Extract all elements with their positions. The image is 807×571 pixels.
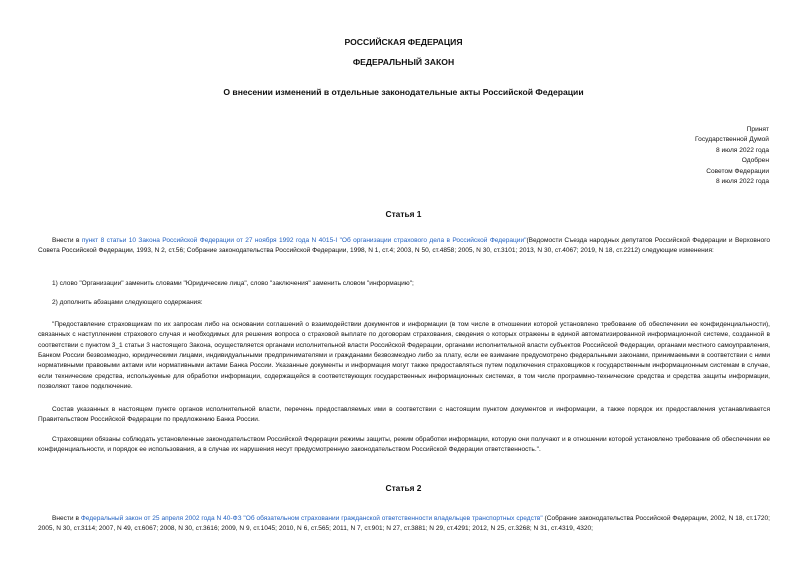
acceptance-line: Принят	[746, 126, 769, 133]
article-1-paragraph-5: Состав указанных в настоящем пункте органов исполнительной власти, перечень предоставляемых ими в соответствии с настоящим пунктом документов и информации, а также порядок их предоставления устанавливается Правительством Российской Федерации по предложению Банка России.	[38, 406, 770, 424]
article-2-paragraph-1	[38, 514, 770, 535]
acceptance-line: Советом Федерации	[706, 167, 769, 175]
article-1-paragraph-1	[38, 236, 770, 257]
law-title: О внесении изменений в отдельные законодательные акты Российской Федерации	[223, 87, 584, 97]
article-2-heading: Статья 2	[385, 483, 422, 493]
law-1992-link[interactable]: пункт 8 статьи 10 Закона Российской Федерации от 27 ноября 1992 года N 4015-I "Об организации страхового дела в Российской Федерации"	[81, 237, 527, 244]
article-1-paragraph-2: 1) слово "Организации" заменить словами "Юридические лица", слово "заключения" заменить словом "информацию";	[52, 280, 414, 287]
doc-type-heading: ФЕДЕРАЛЬНЫЙ ЗАКОН	[352, 57, 455, 67]
article-1-paragraph-6: Страховщики обязаны соблюдать установленные законодательством Российской Федерации режимы защиты, режим обработки информации, которую они получают и в отношении которой установлено требование об обеспечении ее конфиденциальности, и порядок ее использования, а в случае их нарушения несут предусмотренную законодательством Российской Федерации ответственность.".	[38, 436, 770, 454]
acceptance-line: Одобрен	[741, 157, 769, 165]
acceptance-block	[695, 125, 769, 187]
country-heading: РОССИЙСКАЯ ФЕДЕРАЦИЯ	[344, 37, 463, 47]
acceptance-line: 8 июля 2022 года	[715, 178, 769, 186]
acceptance-line: 8 июля 2022 года	[715, 146, 769, 154]
paragraph-text: Внести в	[52, 237, 82, 244]
paragraph-text: Внести в	[52, 515, 81, 522]
article-1-paragraph-4: "Предоставление страховщикам по их запросам либо на основании соглашений о взаимодействии документов и информации (в том числе в отношении которой установлено требование об обеспечении ее конфиденциальности), связанных с наступлением страхового случая и необходимых для решения вопроса о страховой выплате по договорам страхования, сведения о которых отражены в единой автоматизированной информационной системе, созданной в соответствии с пунктом 3_1 статьи 3 настоящего Закона, осуществляется органами исполнительной власти Российской Федерации, органами исполнительной власти субъектов Российской Федерации, органами местного самоуправления, Банком России безвозмездно, юридическими лицами, индивидуальными предпринимателями и гражданами безвозмездно либо за плату, если ее взимание предусмотрено федеральными законами, принимаемыми в соответствии с ними нормативными правовыми актами или нормативными актами Банка России. Указанные документы и информация могут также предоставляться путем подключения страховщиков к государственным информационным системам в случае, если технические средства, используемые для обработки информации, содержащейся в соответствующих государственных информационных системах, в том числе программно-технические средства и средства защиты информации, позволяют такое подключение.	[38, 321, 770, 391]
article-1-heading: Статья 1	[385, 209, 422, 219]
paragraph-text: (Ведомости Съезда народных депутатов Российской Федерации и Верховного Совета Российской Федерации, 1993, N 2, ст.56; Собрание законодательства Российской Федерации, 1998, N 1, ст.4; 2003, N 50, ст.4858; 2005, N 30, ст.3101; 2013, N 30, ст.4067; 2019, N 18, ст.2212) следующие изменения:	[38, 237, 770, 255]
acceptance-line: Государственной Думой	[695, 136, 769, 144]
law-40fz-link[interactable]: Федеральный закон от 25 апреля 2002 года N 40-ФЗ "Об обязательном страховании гражданской ответственности владельцев транспортных средств"	[80, 515, 543, 522]
article-1-paragraph-3: 2) дополнить абзацами следующего содержания:	[52, 299, 203, 306]
paragraph-text: (Собрание законодательства Российской Федерации, 2002, N 18, ст.1720; 2005, N 30, ст.3114; 2007, N 49, ст.6067; 2008, N 30, ст.3616; 2009, N 9, ст.1045; 2010, N 6, ст.565; 2011, N 7, ст.901; N 27, ст.3881; N 29, ст.4291; 2012, N 25, ст.3268; N 31, ст.4319, 4320;	[38, 515, 770, 533]
